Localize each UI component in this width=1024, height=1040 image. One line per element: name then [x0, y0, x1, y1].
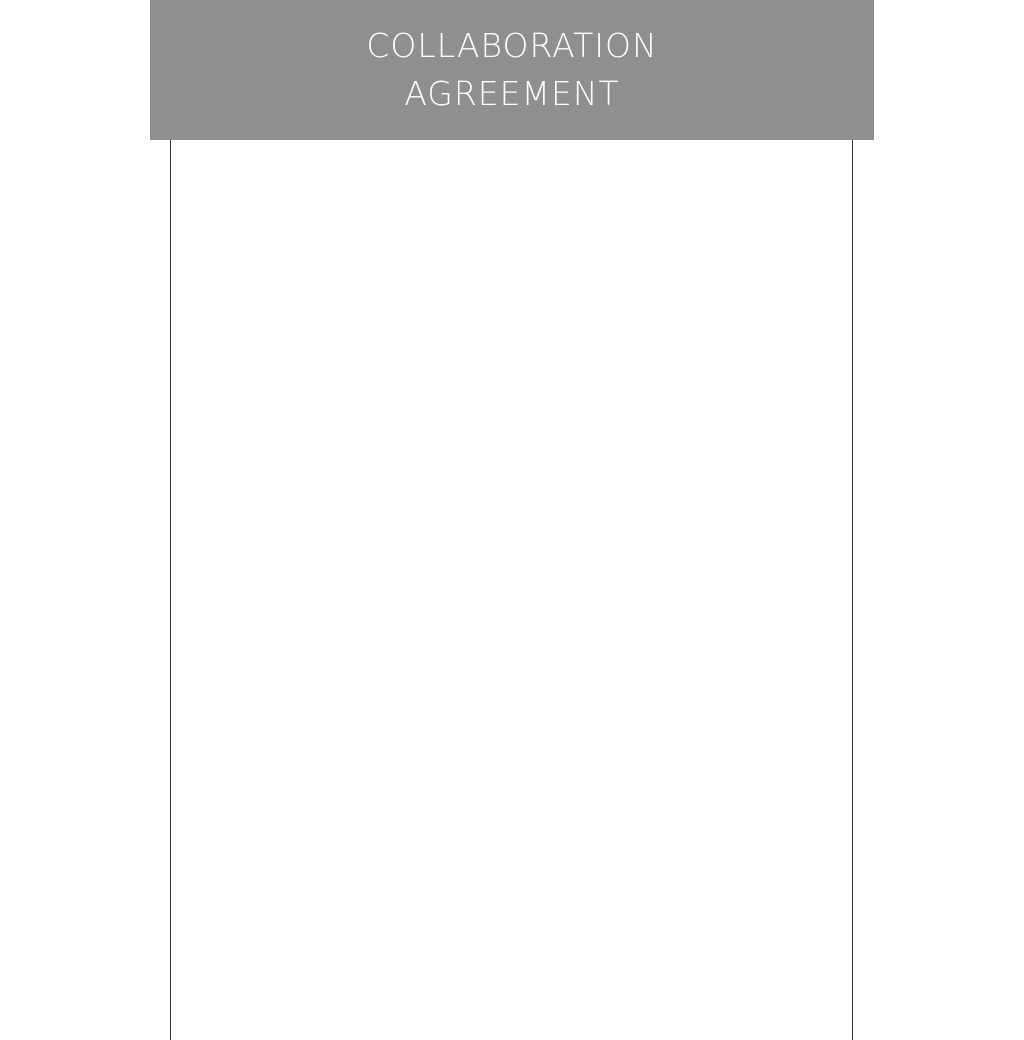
title-line-2: AGREEMENT	[404, 74, 620, 113]
title-banner	[150, 0, 874, 140]
document-page	[170, 100, 853, 1040]
title-line-1: COLLABORATION	[366, 26, 658, 65]
